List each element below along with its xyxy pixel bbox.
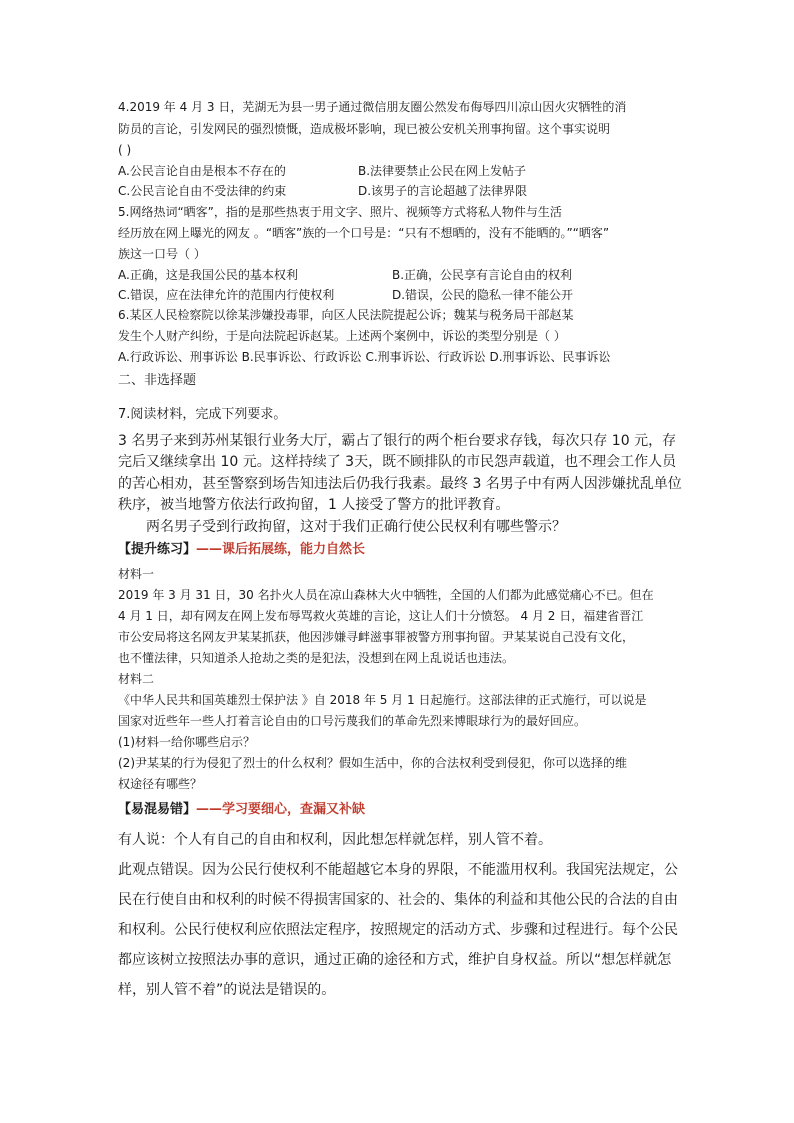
question-part-1: (1)材料一给你哪些启示？ <box>118 735 255 749</box>
material-one-line-1: 2019 年 3 月 31 日，30 名扑火人员在凉山森林大火中牺牲，全国的人们都为此感觉痛心不已。但在 <box>118 588 654 602</box>
easy-confuse-tag: 【易混易错】 <box>118 802 197 817</box>
q5-option-a: A.正确，这是我国公民的基本权利 <box>118 268 298 282</box>
q7-material-line-3: 的苦心相劝，甚至警察到场告知违法后仍我行我素。最终 3 名男子中有两人因涉嫌扰乱单位 <box>118 476 682 492</box>
question-part-2-line-2: 权途径有哪些？ <box>118 777 203 791</box>
material-two-label: 材料二 <box>118 672 155 686</box>
q5-line-3: 族这一口号（ ） <box>118 247 206 261</box>
q5-option-d: D.错误，公民的隐私一律不能公开 <box>392 288 574 302</box>
question-part-2-line-1: (2)尹某某的行为侵犯了烈士的什么权利？假如生活中，你的合法权利受到侵犯，你可以选择的维 <box>118 756 628 770</box>
extension-practice-heading <box>118 540 365 560</box>
q5-option-c: C.错误，应在法律允许的范围内行使权利 <box>118 288 335 302</box>
q7-material-line-1: 3 名男子来到苏州某银行业务大厅，霸占了银行的两个柜台要求存钱，每次只存 10 元，存 <box>118 433 677 449</box>
q4-line-1: 4.2019 年 4 月 3 日，芜湖无为县一男子通过微信朋友圈公然发布侮辱四川凉山因火灾牺牲的消 <box>118 100 627 114</box>
easy-confuse-answer-line-1: 此观点错误。因为公民行使权利不能超越它本身的界限，不能滥用权利。我国宪法规定，公 <box>118 862 678 878</box>
easy-confuse-subtitle: ——学习要细心，查漏又补缺 <box>196 802 366 817</box>
easy-confuse-answer-line-3: 和权利。公民行使权利应依照法定程序，按照规定的活动方式、步骤和过程进行。每个公民 <box>118 922 678 938</box>
q7-material-line-2: 完后又继续拿出 10 元。这样持续了 3天，既不顾排队的市民怨声载道，也不理会工作人员 <box>118 454 677 470</box>
q7-title: 7.阅读材料，完成下列要求。 <box>118 407 287 422</box>
material-one-line-2: 4 月 1 日，却有网友在网上发布辱骂救火英雄的言论，这让人们十分愤怒。 4 月 2 日，福建省晋江 <box>118 609 644 623</box>
material-two-line-1: 《中华人民共和国英雄烈士保护法 》自 2018 年 5 月 1 日起施行。这部法律的正式施行，可以说是 <box>118 693 647 707</box>
section-heading-non-choice: 二、非选择题 <box>118 373 197 388</box>
q7-material-line-4: 秩序，被当地警方依法行政拘留，1 人接受了警方的批评教育。 <box>118 497 510 513</box>
q6-options: A.行政诉讼、刑事诉讼 B.民事诉讼、行政诉讼 C.刑事诉讼、行政诉讼 D.刑事诉讼、民事诉讼 <box>118 350 611 364</box>
q4-line-2: 防员的言论，引发网民的强烈愤慨，造成极坏影响，现已被公安机关刑事拘留。这个事实说明 <box>118 122 611 136</box>
q7-question: 两名男子受到行政拘留，这对于我们正确行使公民权利有哪些警示？ <box>146 519 566 535</box>
material-one-line-3: 市公安局将这名网友尹某某抓获，他因涉嫌寻衅滋事罪被警方刑事拘留。尹某某说自己没有文化， <box>118 630 635 644</box>
q6-line-1: 6.某区人民检察院以徐某涉嫌投毒罪，向区人民法院提起公诉；魏某与税务局干部赵某 <box>118 308 574 322</box>
q4-answer-blank: ( ) <box>118 143 132 157</box>
q5-option-b: B.正确，公民享有言论自由的权利 <box>392 268 573 282</box>
q6-line-2: 发生个人财产纠纷，于是向法院起诉赵某。上述两个案例中，诉讼的类型分别是（ ） <box>118 329 566 343</box>
q5-line-2: 经历放在网上曝光的网友 。“晒客”族的一个口号是：“只有不想晒的，没有不能晒的。”“晒客” <box>118 226 610 240</box>
material-one-label: 材料一 <box>118 567 155 581</box>
extension-practice-subtitle: ——课后拓展练，能力自然长 <box>196 542 366 557</box>
extension-practice-tag: 【提升练习】 <box>118 542 197 557</box>
easy-confuse-heading <box>118 800 365 820</box>
easy-confuse-answer-line-5: 样，别人管不着”的说法是错误的。 <box>118 982 336 998</box>
q5-line-1: 5.网络热词“晒客”，指的是那些热衷于用文字、照片、视频等方式将私人物件与生活 <box>118 205 562 219</box>
material-two-line-2: 国家对近些年一些人打着言论自由的口号污蔑我们的革命先烈来博眼球行为的最好回应。 <box>118 714 587 728</box>
material-one-line-4: 也不懂法律，只知道杀人抢劫之类的是犯法，没想到在网上乱说话也违法。 <box>118 651 515 665</box>
q4-option-d: D.该男子的言论超越了法律界限 <box>358 184 528 198</box>
q4-option-b: B.法律要禁止公民在网上发帖子 <box>358 164 527 178</box>
q4-option-a: A.公民言论自由是根本不存在的 <box>118 164 286 178</box>
q4-option-c: C.公民言论自由不受法律的约束 <box>118 184 287 198</box>
easy-confuse-answer-line-4: 都应该树立按照法办事的意识，通过正确的途径和方式，维护自身权益。所以“想怎样就怎 <box>118 952 672 968</box>
easy-confuse-answer-line-2: 民在行使自由和权利的时候不得损害国家的、社会的、集体的利益和其他公民的合法的自由 <box>118 892 678 908</box>
easy-confuse-statement: 有人说：个人有自己的自由和权利，因此想怎样就怎样，别人管不着。 <box>118 832 552 848</box>
